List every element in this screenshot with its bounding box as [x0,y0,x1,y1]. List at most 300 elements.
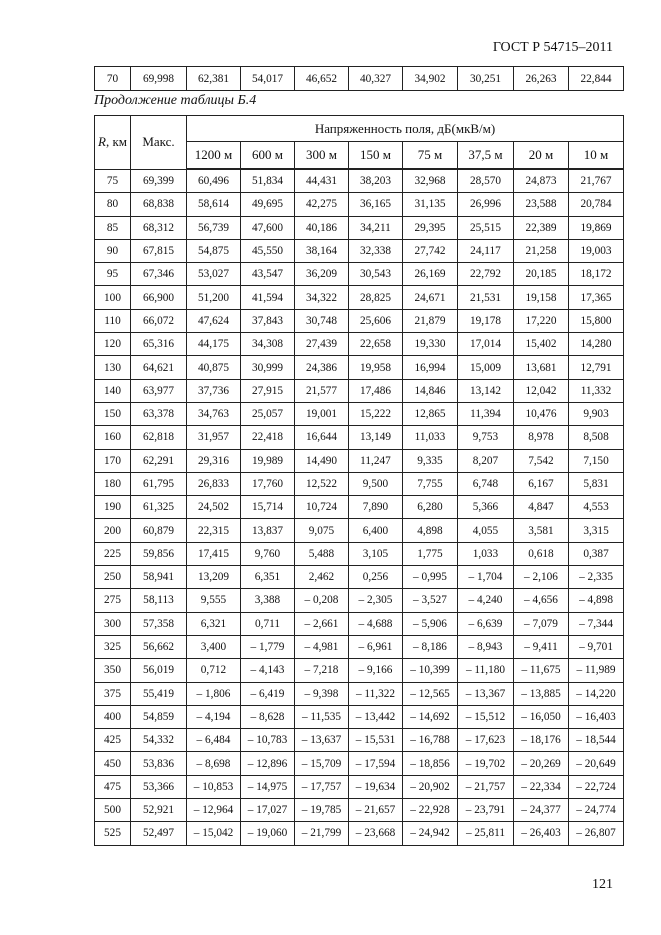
column-header-height: 150 м [349,142,403,170]
cell-value: 51,200 [187,286,241,309]
cell-value: – 8,186 [403,635,458,658]
cell-distance: 160 [95,426,131,449]
cell-value: 5,366 [458,496,514,519]
cell-value: 21,531 [458,286,514,309]
cell-value: 6,351 [241,566,295,589]
cell-max: 62,291 [131,449,187,472]
cell-value: 12,791 [569,356,624,379]
cell-value: 17,415 [187,542,241,565]
cell-value: – 7,344 [569,612,624,635]
table-row [95,589,624,612]
cell-value: – 17,757 [295,775,349,798]
field-strength-table [94,115,624,846]
cell-value: 9,500 [349,472,403,495]
cell-value: – 11,989 [569,659,624,682]
cell-value: – 13,885 [514,682,569,705]
cell-value: 60,496 [187,169,241,193]
cell-value: 38,164 [295,239,349,262]
cell-distance: 85 [95,216,131,239]
cell-value: 27,439 [295,333,349,356]
cell-value: 15,714 [241,496,295,519]
table-row [95,472,624,495]
cell-value: 19,003 [569,239,624,262]
cell-value: – 11,322 [349,682,403,705]
cell-value: 13,837 [241,519,295,542]
cell-value: 31,135 [403,193,458,216]
cell-value: 29,395 [403,216,458,239]
cell-value: – 2,335 [569,566,624,589]
cell-value: – 19,785 [295,799,349,822]
cell-value: 9,335 [403,449,458,472]
cell-value: – 16,050 [514,705,569,728]
cell-value: 21,577 [295,379,349,402]
cell-value: – 19,702 [458,752,514,775]
cell-max: 69,399 [131,169,187,193]
cell-value: – 0,995 [403,566,458,589]
cell-value: 13,142 [458,379,514,402]
cell-value: 17,365 [569,286,624,309]
cell-value: 62,381 [187,67,241,91]
cell-value: – 6,484 [187,729,241,752]
cell-value: – 1,779 [241,635,295,658]
cell-value: 23,588 [514,193,569,216]
cell-value: 44,431 [295,169,349,193]
cell-value: – 26,807 [569,822,624,845]
cell-value: 1,033 [458,542,514,565]
table-row [95,169,624,193]
cell-value: – 0,208 [295,589,349,612]
column-header-distance [95,116,131,170]
cell-distance: 75 [95,169,131,193]
cell-value: – 22,928 [403,799,458,822]
cell-value: – 23,791 [458,799,514,822]
cell-value: – 13,637 [295,729,349,752]
cell-value: 9,075 [295,519,349,542]
cell-value: 19,178 [458,309,514,332]
cell-value: 30,543 [349,263,403,286]
cell-distance: 350 [95,659,131,682]
cell-value: 11,394 [458,402,514,425]
cell-value: 43,547 [241,263,295,286]
cell-max: 61,795 [131,472,187,495]
cell-value: – 4,688 [349,612,403,635]
cell-max: 58,113 [131,589,187,612]
cell-value: – 1,806 [187,682,241,705]
cell-max: 52,921 [131,799,187,822]
cell-distance: 200 [95,519,131,542]
cell-value: 16,994 [403,356,458,379]
cell-value: 22,389 [514,216,569,239]
column-header-height: 37,5 м [458,142,514,170]
cell-value: – 4,194 [187,705,241,728]
cell-value: 17,014 [458,333,514,356]
cell-value: 26,169 [403,263,458,286]
cell-value: 38,203 [349,169,403,193]
cell-value: 15,222 [349,402,403,425]
cell-value: 42,275 [295,193,349,216]
cell-value: 13,149 [349,426,403,449]
table-row [95,519,624,542]
cell-value: – 14,975 [241,775,295,798]
cell-value: 4,898 [403,519,458,542]
column-header-max: Макс. [131,116,187,170]
cell-value: 11,033 [403,426,458,449]
cell-value: – 16,403 [569,705,624,728]
table-row [95,752,624,775]
cell-value: 32,338 [349,239,403,262]
cell-value: – 9,166 [349,659,403,682]
cell-value: 5,488 [295,542,349,565]
cell-distance: 110 [95,309,131,332]
cell-value: 12,042 [514,379,569,402]
cell-value: 12,865 [403,402,458,425]
cell-value: – 21,657 [349,799,403,822]
cell-value: 3,400 [187,635,241,658]
cell-value: – 15,531 [349,729,403,752]
cell-value: – 24,774 [569,799,624,822]
cell-value: 47,600 [241,216,295,239]
cell-value: 24,502 [187,496,241,519]
cell-max: 56,662 [131,635,187,658]
cell-value: 22,658 [349,333,403,356]
table-row [95,635,624,658]
cell-value: 13,681 [514,356,569,379]
table-row [95,566,624,589]
cell-value: 27,742 [403,239,458,262]
cell-value: 3,105 [349,542,403,565]
cell-value: 22,418 [241,426,295,449]
cell-value: 34,902 [403,67,458,91]
cell-max: 66,072 [131,309,187,332]
cell-value: – 21,757 [458,775,514,798]
cell-value: 37,843 [241,309,295,332]
cell-value: 47,624 [187,309,241,332]
cell-value: – 17,623 [458,729,514,752]
cell-value: 21,767 [569,169,624,193]
cell-value: – 14,220 [569,682,624,705]
table-row [95,449,624,472]
cell-value: – 13,367 [458,682,514,705]
cell-value: 0,618 [514,542,569,565]
table-row [95,682,624,705]
column-header-height: 10 м [569,142,624,170]
cell-value: 17,220 [514,309,569,332]
continuation-top-table [94,66,624,91]
document-code: ГОСТ Р 54715–2011 [492,40,613,55]
cell-value: 10,724 [295,496,349,519]
table-row [95,775,624,798]
cell-distance: 250 [95,566,131,589]
cell-value: – 18,544 [569,729,624,752]
cell-value: – 24,942 [403,822,458,845]
table-row [95,379,624,402]
cell-max: 66,900 [131,286,187,309]
cell-value: 45,550 [241,239,295,262]
cell-max: 64,621 [131,356,187,379]
cell-value: – 11,535 [295,705,349,728]
cell-value: 0,712 [187,659,241,682]
cell-value: – 24,377 [514,799,569,822]
cell-value: 26,996 [458,193,514,216]
cell-value: – 10,399 [403,659,458,682]
cell-value: 4,055 [458,519,514,542]
cell-value: – 9,411 [514,635,569,658]
cell-value: – 4,898 [569,589,624,612]
cell-value: 34,211 [349,216,403,239]
cell-value: 20,185 [514,263,569,286]
cell-value: 19,158 [514,286,569,309]
cell-value: 24,117 [458,239,514,262]
cell-value: – 6,961 [349,635,403,658]
cell-value: 19,989 [241,449,295,472]
cell-value: – 18,856 [403,752,458,775]
cell-max: 54,332 [131,729,187,752]
cell-value: 56,739 [187,216,241,239]
cell-value: – 6,419 [241,682,295,705]
cell-value: 1,775 [403,542,458,565]
cell-max: 58,941 [131,566,187,589]
cell-distance: 225 [95,542,131,565]
cell-value: – 7,079 [514,612,569,635]
cell-value: – 26,403 [514,822,569,845]
cell-value: 12,522 [295,472,349,495]
table-row [95,356,624,379]
cell-value: 24,873 [514,169,569,193]
cell-distance: 300 [95,612,131,635]
cell-value: 5,831 [569,472,624,495]
cell-value: 11,247 [349,449,403,472]
cell-value: 4,553 [569,496,624,519]
cell-value: 11,332 [569,379,624,402]
cell-value: 40,186 [295,216,349,239]
cell-value: 46,652 [295,67,349,91]
cell-value: 28,570 [458,169,514,193]
cell-value: – 19,634 [349,775,403,798]
cell-value: – 15,042 [187,822,241,845]
cell-value: – 9,701 [569,635,624,658]
cell-value: 0,711 [241,612,295,635]
cell-value: 9,753 [458,426,514,449]
cell-value: 7,542 [514,449,569,472]
cell-max: 53,366 [131,775,187,798]
cell-max: 56,019 [131,659,187,682]
cell-value: – 7,218 [295,659,349,682]
cell-value: – 8,628 [241,705,295,728]
cell-value: 4,847 [514,496,569,519]
cell-distance: 140 [95,379,131,402]
cell-distance: 325 [95,635,131,658]
cell-value: 14,280 [569,333,624,356]
cell-value: 8,207 [458,449,514,472]
cell-value: 9,555 [187,589,241,612]
cell-distance: 95 [95,263,131,286]
table-row [95,239,624,262]
cell-distance: 475 [95,775,131,798]
table-row [95,263,624,286]
cell-max: 61,325 [131,496,187,519]
cell-distance: 190 [95,496,131,519]
table-row [95,659,624,682]
column-group-header-field-strength: Напряженность поля, дБ(мкВ/м) [187,116,624,142]
cell-value: – 22,334 [514,775,569,798]
table-row [95,822,624,845]
table-row [95,286,624,309]
cell-value: – 1,704 [458,566,514,589]
cell-value: 14,846 [403,379,458,402]
column-header-height: 600 м [241,142,295,170]
cell-value: 9,760 [241,542,295,565]
cell-value: 8,978 [514,426,569,449]
cell-distance: 70 [95,67,131,91]
cell-value: 25,606 [349,309,403,332]
cell-value: 54,875 [187,239,241,262]
cell-value: 14,490 [295,449,349,472]
table-row [95,426,624,449]
column-header-distance-symbol: R [98,134,106,150]
cell-max: 53,836 [131,752,187,775]
cell-value: – 13,442 [349,705,403,728]
cell-value: 3,315 [569,519,624,542]
column-header-height: 75 м [403,142,458,170]
cell-value: – 20,902 [403,775,458,798]
table-row [95,309,624,332]
cell-value: 19,958 [349,356,403,379]
cell-distance: 170 [95,449,131,472]
cell-value: 6,400 [349,519,403,542]
cell-distance: 130 [95,356,131,379]
cell-value: – 19,060 [241,822,295,845]
column-header-height: 20 м [514,142,569,170]
cell-value: 7,755 [403,472,458,495]
cell-value: – 4,143 [241,659,295,682]
cell-value: 34,322 [295,286,349,309]
cell-value: 0,256 [349,566,403,589]
cell-max: 68,312 [131,216,187,239]
column-header-height: 1200 м [187,142,241,170]
cell-value: – 9,398 [295,682,349,705]
cell-value: – 11,180 [458,659,514,682]
cell-value: – 3,527 [403,589,458,612]
table-row [95,729,624,752]
cell-distance: 525 [95,822,131,845]
cell-value: 7,150 [569,449,624,472]
cell-value: 36,209 [295,263,349,286]
cell-value: – 4,240 [458,589,514,612]
cell-max: 67,815 [131,239,187,262]
cell-distance: 425 [95,729,131,752]
cell-value: 49,695 [241,193,295,216]
cell-value: 6,167 [514,472,569,495]
cell-distance: 500 [95,799,131,822]
cell-max: 59,856 [131,542,187,565]
cell-value: 34,308 [241,333,295,356]
cell-value: 16,644 [295,426,349,449]
cell-value: 30,748 [295,309,349,332]
cell-value: 25,057 [241,402,295,425]
cell-distance: 275 [95,589,131,612]
cell-distance: 400 [95,705,131,728]
cell-value: 19,001 [295,402,349,425]
cell-value: – 12,896 [241,752,295,775]
cell-value: 30,251 [458,67,514,91]
cell-value: 20,784 [569,193,624,216]
cell-value: 21,879 [403,309,458,332]
cell-value: 15,800 [569,309,624,332]
cell-value: – 17,594 [349,752,403,775]
cell-value: 24,671 [403,286,458,309]
cell-value: – 12,964 [187,799,241,822]
cell-distance: 80 [95,193,131,216]
cell-value: 3,581 [514,519,569,542]
cell-value: – 17,027 [241,799,295,822]
cell-value: – 20,269 [514,752,569,775]
cell-value: 19,869 [569,216,624,239]
cell-value: 25,515 [458,216,514,239]
cell-value: 13,209 [187,566,241,589]
cell-value: – 15,512 [458,705,514,728]
cell-value: 9,903 [569,402,624,425]
cell-value: 30,999 [241,356,295,379]
cell-value: – 8,943 [458,635,514,658]
cell-value: – 4,981 [295,635,349,658]
cell-value: 18,172 [569,263,624,286]
table-row [95,799,624,822]
table-caption: Продолжение таблицы Б.4 [94,93,257,108]
cell-value: 31,957 [187,426,241,449]
cell-value: 34,763 [187,402,241,425]
cell-value: 22,844 [569,67,624,91]
cell-value: – 25,811 [458,822,514,845]
cell-distance: 90 [95,239,131,262]
cell-value: 22,792 [458,263,514,286]
cell-value: 15,009 [458,356,514,379]
cell-value: 26,263 [514,67,569,91]
cell-value: 58,614 [187,193,241,216]
cell-max: 55,419 [131,682,187,705]
cell-max: 62,818 [131,426,187,449]
cell-value: 17,486 [349,379,403,402]
cell-distance: 180 [95,472,131,495]
cell-value: – 12,565 [403,682,458,705]
cell-value: – 22,724 [569,775,624,798]
cell-value: – 4,656 [514,589,569,612]
cell-value: – 15,709 [295,752,349,775]
cell-value: 51,834 [241,169,295,193]
cell-distance: 150 [95,402,131,425]
cell-value: 2,462 [295,566,349,589]
cell-value: – 21,799 [295,822,349,845]
table-row [95,612,624,635]
cell-distance: 450 [95,752,131,775]
cell-value: 7,890 [349,496,403,519]
cell-value: 27,915 [241,379,295,402]
cell-distance: 100 [95,286,131,309]
cell-value: – 16,788 [403,729,458,752]
cell-distance: 120 [95,333,131,356]
cell-value: 32,968 [403,169,458,193]
cell-value: 15,402 [514,333,569,356]
column-header-height: 300 м [295,142,349,170]
table-row [95,402,624,425]
cell-value: 41,594 [241,286,295,309]
cell-value: 28,825 [349,286,403,309]
table-row [95,542,624,565]
cell-max: 69,998 [131,67,187,91]
table-row [95,333,624,356]
cell-max: 63,378 [131,402,187,425]
cell-value: 6,321 [187,612,241,635]
table-row [95,216,624,239]
